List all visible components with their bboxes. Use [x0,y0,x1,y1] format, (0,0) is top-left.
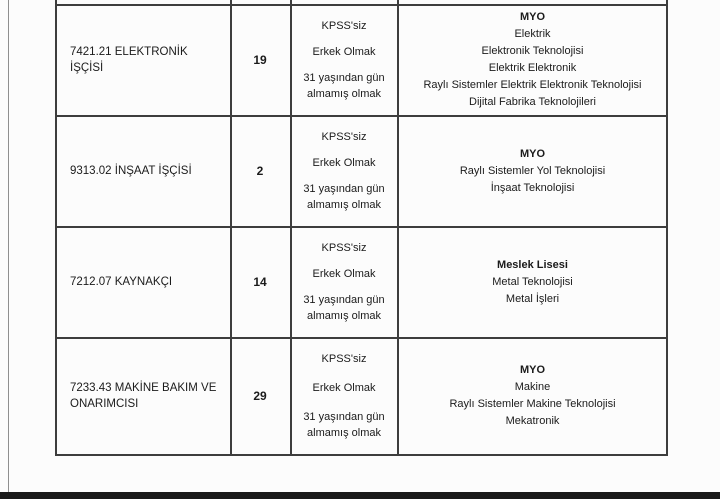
quota-cell [231,227,289,337]
education-level: MYO [519,364,546,376]
education-level: MYO [519,147,546,160]
requirement-item: Erkek Olmak [312,268,376,280]
quota-cell [231,5,289,115]
education-program: Raylı Sistemler Yol Teknolojisi [459,164,606,177]
education-program: Raylı Sistemler Makine Teknolojisi [449,398,616,410]
education-level: MYO [519,11,546,23]
quota-cell [231,338,289,454]
education-program: Elektronik Teknolojisi [481,45,584,57]
job-row [0,116,720,226]
job-title-cell [57,227,228,337]
requirement-item: KPSS'siz [321,20,367,32]
education-program: Metal İşleri [505,292,560,305]
job-row [0,338,720,454]
education-cell [399,116,666,226]
requirement-item: Erkek Olmak [312,157,376,169]
education-program: Metal Teknolojisi [492,275,573,288]
grid-line-table-bottom [55,454,667,456]
requirement-item: Erkek Olmak [312,382,376,394]
requirements-cell [292,338,396,454]
requirement-item: 31 yaşından gün almamış olmak [303,183,385,211]
quota-value: 14 [253,275,267,289]
requirement-item: 31 yaşından gün almamış olmak [303,294,385,322]
education-cell [399,227,666,337]
education-level: Meslek Lisesi [497,258,568,271]
job-title-cell [57,116,228,226]
education-program: Makine [514,381,551,393]
requirements-cell [292,116,396,226]
education-cell [399,338,666,454]
quota-value: 29 [253,389,267,403]
quota-cell [231,116,289,226]
education-program: İnşaat Teknolojisi [490,181,575,194]
bottom-black-band [0,492,720,499]
requirement-item: 31 yaşından gün almamış olmak [303,72,385,100]
education-program: Raylı Sistemler Elektrik Elektronik Teknolojisi [423,79,642,91]
requirement-item: KPSS'siz [321,353,367,365]
job-row [0,5,720,115]
education-program: Dijital Fabrika Teknolojileri [469,96,596,108]
job-title: 7212.07 KAYNAKÇI [70,276,173,288]
job-title: 7233.43 MAKİNE BAKIM VE ONARIMCISI [70,382,217,410]
education-program: Elektrik Elektronik [488,62,577,74]
requirement-item: KPSS'siz [321,131,367,143]
requirement-item: KPSS'siz [321,242,367,254]
requirements-cell [292,227,396,337]
requirement-item: Erkek Olmak [312,46,376,58]
job-row [0,227,720,337]
job-title: 7421.21 ELEKTRONİK İŞÇİSİ [70,46,188,74]
job-title-cell [57,5,228,115]
job-title: 9313.02 İNŞAAT İŞÇİSİ [70,165,192,177]
quota-value: 2 [256,164,264,178]
job-title-cell [57,338,228,454]
education-program: Elektrik [514,28,551,40]
education-program: Mekatronik [505,415,560,427]
education-cell [399,5,666,115]
requirements-cell [292,5,396,115]
requirement-item: 31 yaşından gün almamış olmak [303,411,385,439]
quota-value: 19 [253,53,267,67]
